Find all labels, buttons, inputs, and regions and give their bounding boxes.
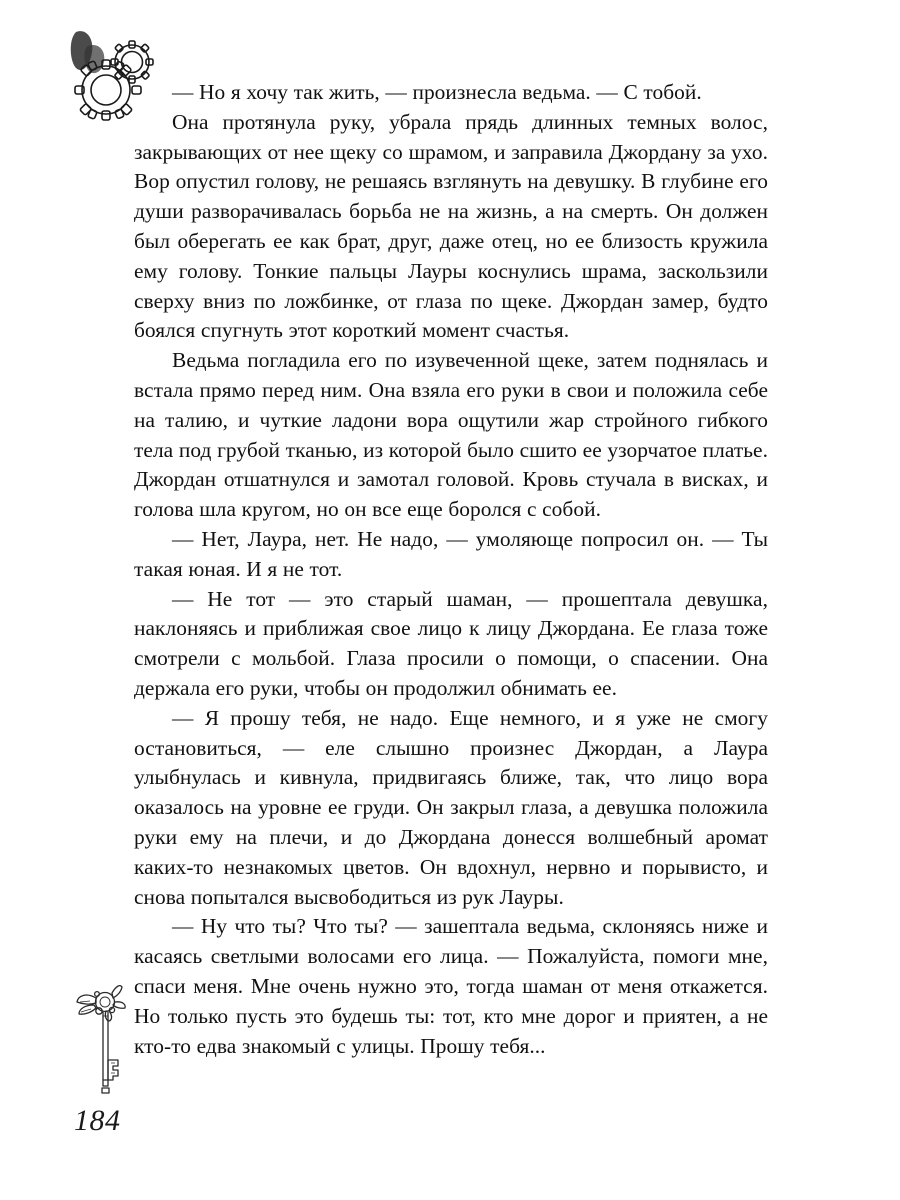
paragraph: Ведьма погладила его по изувеченной щеке, затем поднялась и встала прямо перед ним. Она взяла его руки в свои и положила себе на талию, и чуткие ладони вора ощутили жар стройного гибкого тела под грубой тканью, из которой было сшито ее узорчатое платье. Джордан отшатнулся и замотал головой. Кровь стучала в висках, и голова шла кругом, но он все еще боролся с собой.: [134, 348, 768, 522]
paragraph: — Ну что ты? Что ты? — зашептала ведьма, склоняясь ниже и касаясь светлыми волосами его лица. — Пожалуйста, помоги мне, спаси меня. Мне очень нужно это, тогда шаман от меня откажется. Но только пусть это будешь ты: тот, кто мне дорог и приятен, а не кто-то едва знакомый с улицы. Прошу тебя...: [134, 914, 768, 1058]
key-ornament-icon: [72, 980, 136, 1100]
page-text-column: [134, 78, 768, 1061]
paragraph: Она протянула руку, убрала прядь длинных темных волос, закрывающих от нее щеку со шрамом, и заправила Джордану за ухо. Вор опустил голову, не решаясь взглянуть на девушку. В глубине его души разворачивалась борьба не на жизнь, а на смерть. Он должен был оберегать ее как брат, друг, даже отец, но ее близость кружила ему голову. Тонкие пальцы Лауры коснулись шрама, заскользили сверху вниз по ложбинке, от глаза по щеке. Джордан замер, будто боялся спугнуть этот короткий момент счастья.: [134, 109, 768, 343]
paragraph: — Нет, Лаура, нет. Не надо, — умоляюще попросил он. — Ты такая юная. И я не тот.: [134, 526, 768, 581]
paragraph: — Но я хочу так жить, — произнесла ведьма. — С тобой.: [172, 80, 702, 104]
paragraph: — Я прошу тебя, не надо. Еще немного, и я уже не смогу остановиться, — еле слышно произнес Джордан, а Лаура улыбнулась и кивнула, придвигаясь ближе, так, что лицо вора оказалось на уровне ее груди. Он закрыл глаза, а девушка положила руки ему на плечи, и до Джордана донесся волшебный аромат каких-то незнакомых цветов. Он вдохнул, нервно и порывисто, и снова попытался высвободиться из рук Лауры.: [134, 705, 768, 909]
paragraph: — Не тот — это старый шаман, — прошептала девушка, наклоняясь и приближая свое лицо к лицу Джордана. Ее глаза тоже смотрели с мольбой. Глаза просили о помощи, о спасении. Она держала его руки, чтобы он продолжил обнимать ее.: [134, 586, 768, 700]
page-number: 184: [74, 1104, 121, 1137]
